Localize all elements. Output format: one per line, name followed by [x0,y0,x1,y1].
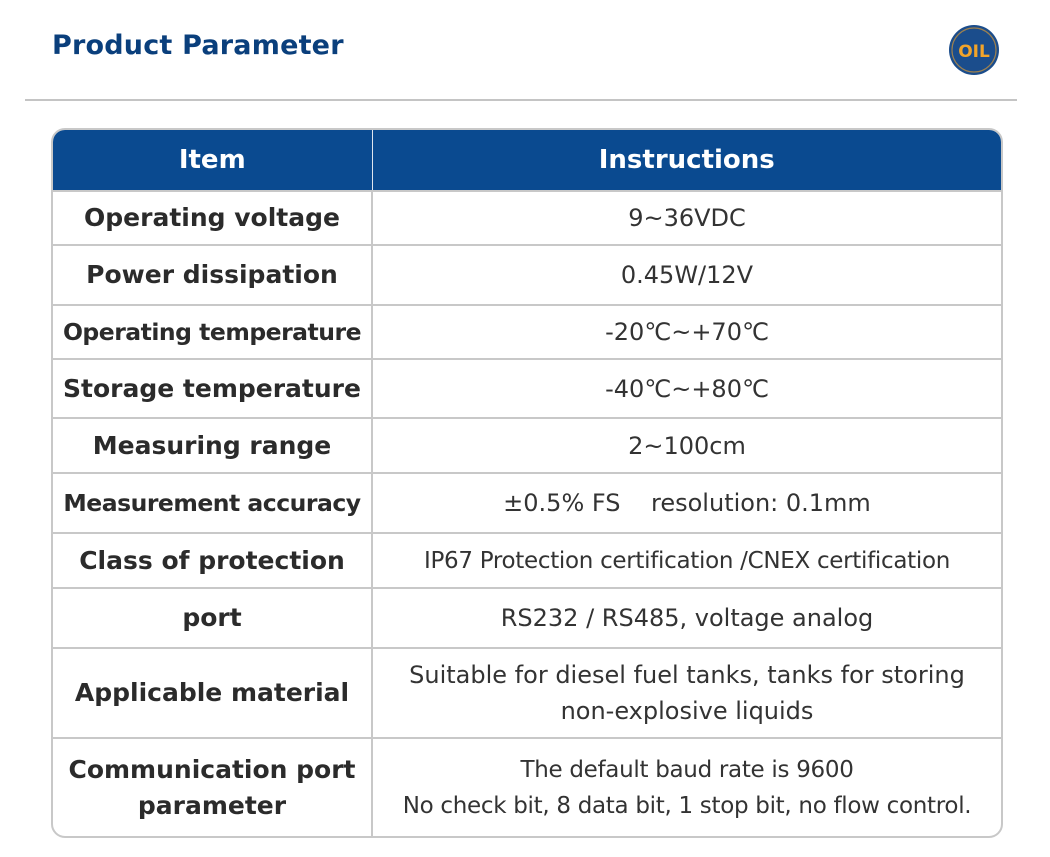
row-item [53,738,372,836]
row-item: Operating temperature [53,305,372,359]
row-value [372,648,1001,738]
oil-logo-icon [948,24,1000,76]
column-header-item: Item [53,130,372,191]
row-item: port [53,588,372,648]
row-value: -40℃~+80℃ [372,359,1001,418]
row-value: 2~100cm [372,418,1001,473]
item-line: Communication port [68,754,356,784]
row-value: RS232 / RS485, voltage analog [372,588,1001,648]
table-row [53,473,1001,533]
row-item: Operating voltage [53,191,372,245]
item-line: parameter [137,790,287,820]
table-row [53,245,1001,305]
row-item: Class of protection [53,533,372,588]
row-item: Measuring range [53,418,372,473]
row-value: IP67 Protection certification /CNEX certification [372,533,1001,588]
value-line: Suitable for diesel fuel tanks, tanks for storing [409,661,965,689]
row-value: -20℃~+70℃ [372,305,1001,359]
table-row [53,359,1001,418]
table-row [53,533,1001,588]
value-line: No check bit, 8 data bit, 1 stop bit, no flow control. [402,792,972,819]
row-item: Measurement accuracy [53,473,372,533]
table-row [53,648,1001,738]
value-line: The default baud rate is 9600 [520,756,854,783]
column-header-instructions: Instructions [372,130,1001,191]
parameter-table [51,128,1003,838]
table-row [53,588,1001,648]
table-header-row [53,130,1001,191]
table-row [53,305,1001,359]
row-item: Storage temperature [53,359,372,418]
row-value: 0.45W/12V [372,245,1001,305]
table-row [53,191,1001,245]
page-title: Product Parameter [52,30,344,61]
row-value: 9~36VDC [372,191,1001,245]
row-value: ±0.5% FS resolution: 0.1mm [372,473,1001,533]
table-row [53,418,1001,473]
row-item: Applicable material [53,648,372,738]
table-row [53,738,1001,836]
row-item: Power dissipation [53,245,372,305]
row-value [372,738,1001,836]
value-line: non-explosive liquids [560,697,814,725]
header-divider [25,99,1017,101]
logo-text: OIL [958,42,990,62]
